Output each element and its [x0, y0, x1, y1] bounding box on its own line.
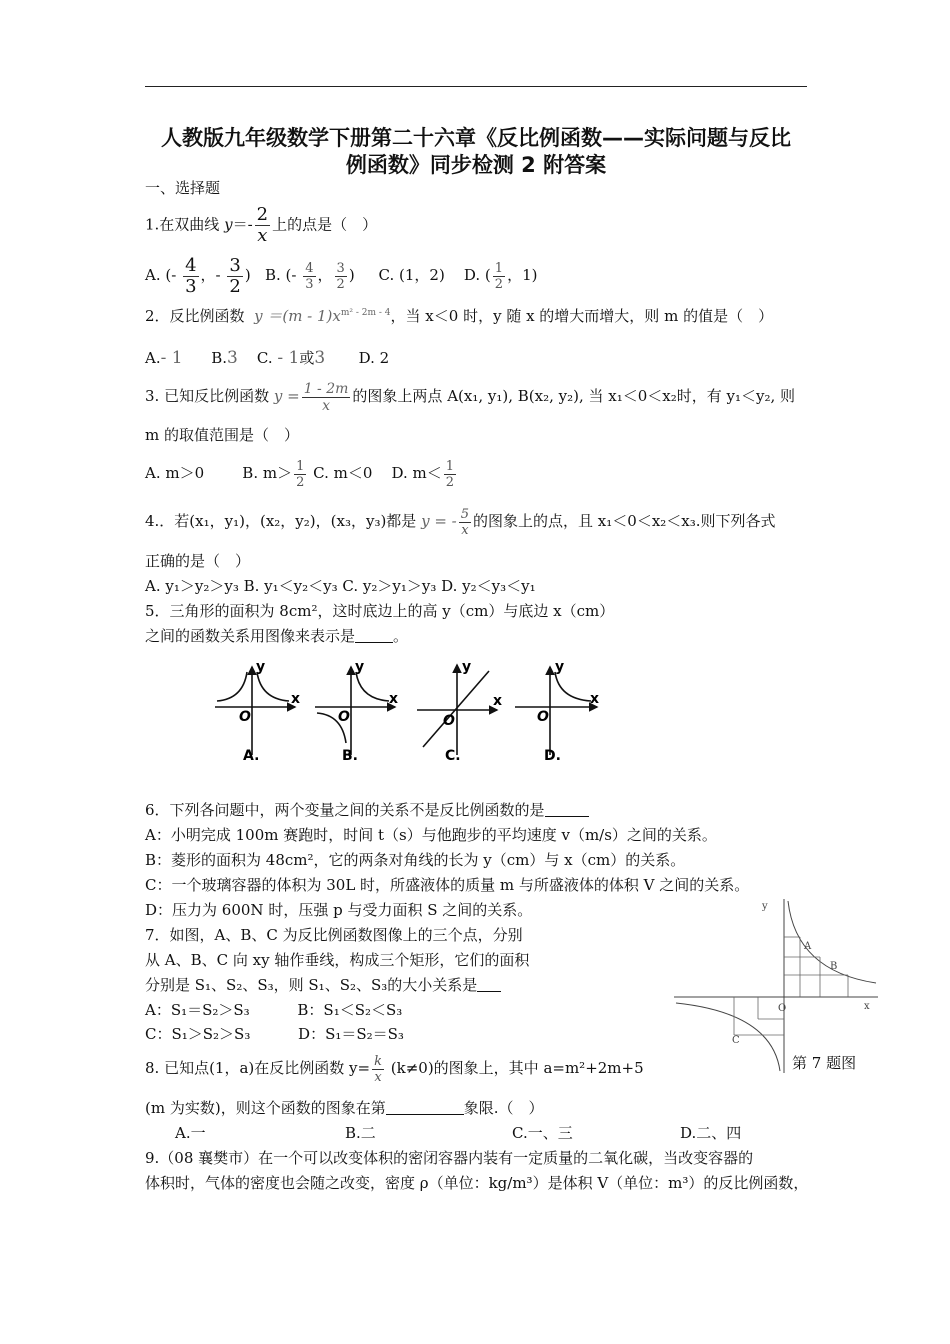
q4-stem: 4.．若(x₁，y₁)，(x₂，y₂)，(x₃，y₃)都是 y = - $\frac{5}{x}$ 的图象上的点，且 x₁＜0＜x₂＜x₃.则下列各式: [145, 506, 776, 538]
q8-option-b: B.二: [345, 1124, 376, 1142]
q6-stem: 6．下列各问题中，两个变量之间的关系不是反比例函数的是: [145, 800, 589, 820]
graph-b-origin: O: [338, 709, 350, 725]
fig7-origin: O: [778, 1003, 787, 1014]
q8-stem: 8. 已知点(1，a)在反比例函数 y= $\frac{k}{x}$ (k≠0)的图象上，其中 a=m²+2m+5: [145, 1053, 644, 1085]
q8-option-d: D.二、四: [680, 1124, 742, 1142]
q8-option-a: A.一: [175, 1124, 206, 1142]
graph-b-y-label: y: [355, 659, 365, 675]
q7-line1: 7．如图，A、B、C 为反比例函数图像上的三个点，分别: [145, 926, 523, 944]
q8-line2: (m 为实数)，则这个函数的图象在第 象限.（ ）: [145, 1099, 544, 1117]
q1-stem: 1.在双曲线 y＝- $\frac{2}{x}$ 上的点是（ ）: [145, 204, 378, 246]
q5-line2: 之间的函数关系用图像来表示是 。: [145, 627, 409, 645]
q7-options-ab: A：S₁＝S₂＞S₃ B：S₁＜S₂＜S₃: [145, 1001, 403, 1019]
q9-line1: 9.（08 襄樊市）在一个可以改变体积的密闭容器内装有一定质量的二氧化碳，当改变容器的: [145, 1149, 754, 1167]
header-rule: [145, 86, 807, 87]
graph-d-label: D.: [544, 748, 561, 764]
q6-option-d: D：压力为 600N 时，压强 p 与受力面积 S 之间的关系。: [145, 901, 533, 919]
graph-b-x-label: x: [389, 691, 399, 707]
graph-a-origin: O: [239, 709, 251, 725]
fig7-point-b: B: [830, 961, 838, 972]
graph-b: [315, 659, 398, 764]
q5-graphs: [205, 655, 610, 770]
q5-line1: 5．三角形的面积为 8cm²，这时底边上的高 y（cm）与底边 x（cm）: [145, 602, 615, 620]
graph-c-label: C.: [445, 748, 461, 764]
q7-line3: 分别是 S₁、S₂、S₃，则 S₁、S₂、S₃的大小关系是: [145, 975, 501, 995]
q7-figure-caption: 第 7 题图: [792, 1054, 857, 1072]
q7-figure: [672, 895, 880, 1075]
graph-d: [515, 659, 599, 764]
graph-a-y-label: y: [256, 659, 266, 675]
graph-a: [215, 659, 300, 764]
q4-line2: 正确的是（ ）: [145, 552, 251, 570]
q7-options-cd: C：S₁＞S₂＞S₃ D：S₁＝S₂＝S₃: [145, 1025, 404, 1043]
graph-c-x-label: x: [493, 693, 503, 709]
q4-options: A. y₁＞y₂＞y₃ B. y₁＜y₂＜y₃ C. y₂＞y₁＞y₃ D. y₂＜y₃＜y₁: [145, 577, 536, 595]
graph-b-label: B.: [342, 748, 358, 764]
q3-options: A. m＞0 B. m＞ $\frac{1}{2}$ C. m＜0 D. m＜ $\frac{1}{2}$: [145, 458, 455, 490]
q8-option-c: C.一、三: [512, 1124, 573, 1142]
graph-c: [417, 659, 502, 764]
q6-option-a: A：小明完成 100m 赛跑时，时间 t（s）与他跑步的平均速度 v（m/s）之间的关系。: [145, 826, 717, 844]
q7-line2: 从 A、B、C 向 xy 轴作垂线，构成三个矩形，它们的面积: [145, 951, 530, 969]
fig7-x-label: x: [864, 1001, 870, 1012]
section-heading: 一、选择题: [145, 179, 221, 197]
fig7-point-c: C: [732, 1035, 740, 1046]
graph-d-origin: O: [537, 709, 549, 725]
title-line-2: 例函数》同步检测 2 附答案: [345, 153, 607, 177]
q6-option-c: C：一个玻璃容器的体积为 30L 时，所盛液体的质量 m 与所盛液体的体积 V 之间的关系。: [145, 876, 750, 894]
q6-option-b: B：菱形的面积为 48cm²，它的两条对角线的长为 y（cm）与 x（cm）的关系。: [145, 851, 686, 869]
q9-line2: 体积时，气体的密度也会随之改变，密度 ρ（单位：kg/m³）是体积 V（单位：m³）的反比例函数，: [145, 1174, 809, 1192]
graph-c-origin: O: [443, 713, 455, 729]
fig7-point-a: A: [804, 941, 812, 952]
q3-stem: 3. 已知反比例函数 y = $\frac{1 - 2m}{x}$ 的图象上两点 A(x₁, y₁), B(x₂, y₂), 当 x₁＜0＜x₂时，有 y₁＜y₂, 则: [145, 380, 796, 414]
graph-a-x-label: x: [291, 691, 301, 707]
graph-d-x-label: x: [590, 691, 600, 707]
fig7-y-label: y: [762, 901, 768, 912]
q2-stem: 2．反比例函数 $y =(m - 1)x^{m^2 - 2m - 4}$，当 x＜0 时，y 随 x 的增大而增大，则 m 的值是（ ）: [145, 307, 774, 325]
q1-options: A. (- $\frac{4}{3}$ ，- $\frac{3}{2}$ ) B. (- $\frac{4}{3}$ ， $\frac{3}{2}$ ) C. (1，2) D. ( $\frac{1}{2}$ ，1): [145, 254, 538, 297]
graph-a-label: A.: [243, 748, 260, 764]
title-line-1: 人教版九年级数学下册第二十六章《反比例函数——实际问题与反比: [161, 126, 791, 150]
graph-c-y-label: y: [462, 659, 472, 675]
graph-d-y-label: y: [555, 659, 565, 675]
q2-options: A.- 1 B.3 C. - 1或3 D. 2: [145, 348, 390, 368]
q3-line2: m 的取值范围是（ ）: [145, 426, 299, 444]
